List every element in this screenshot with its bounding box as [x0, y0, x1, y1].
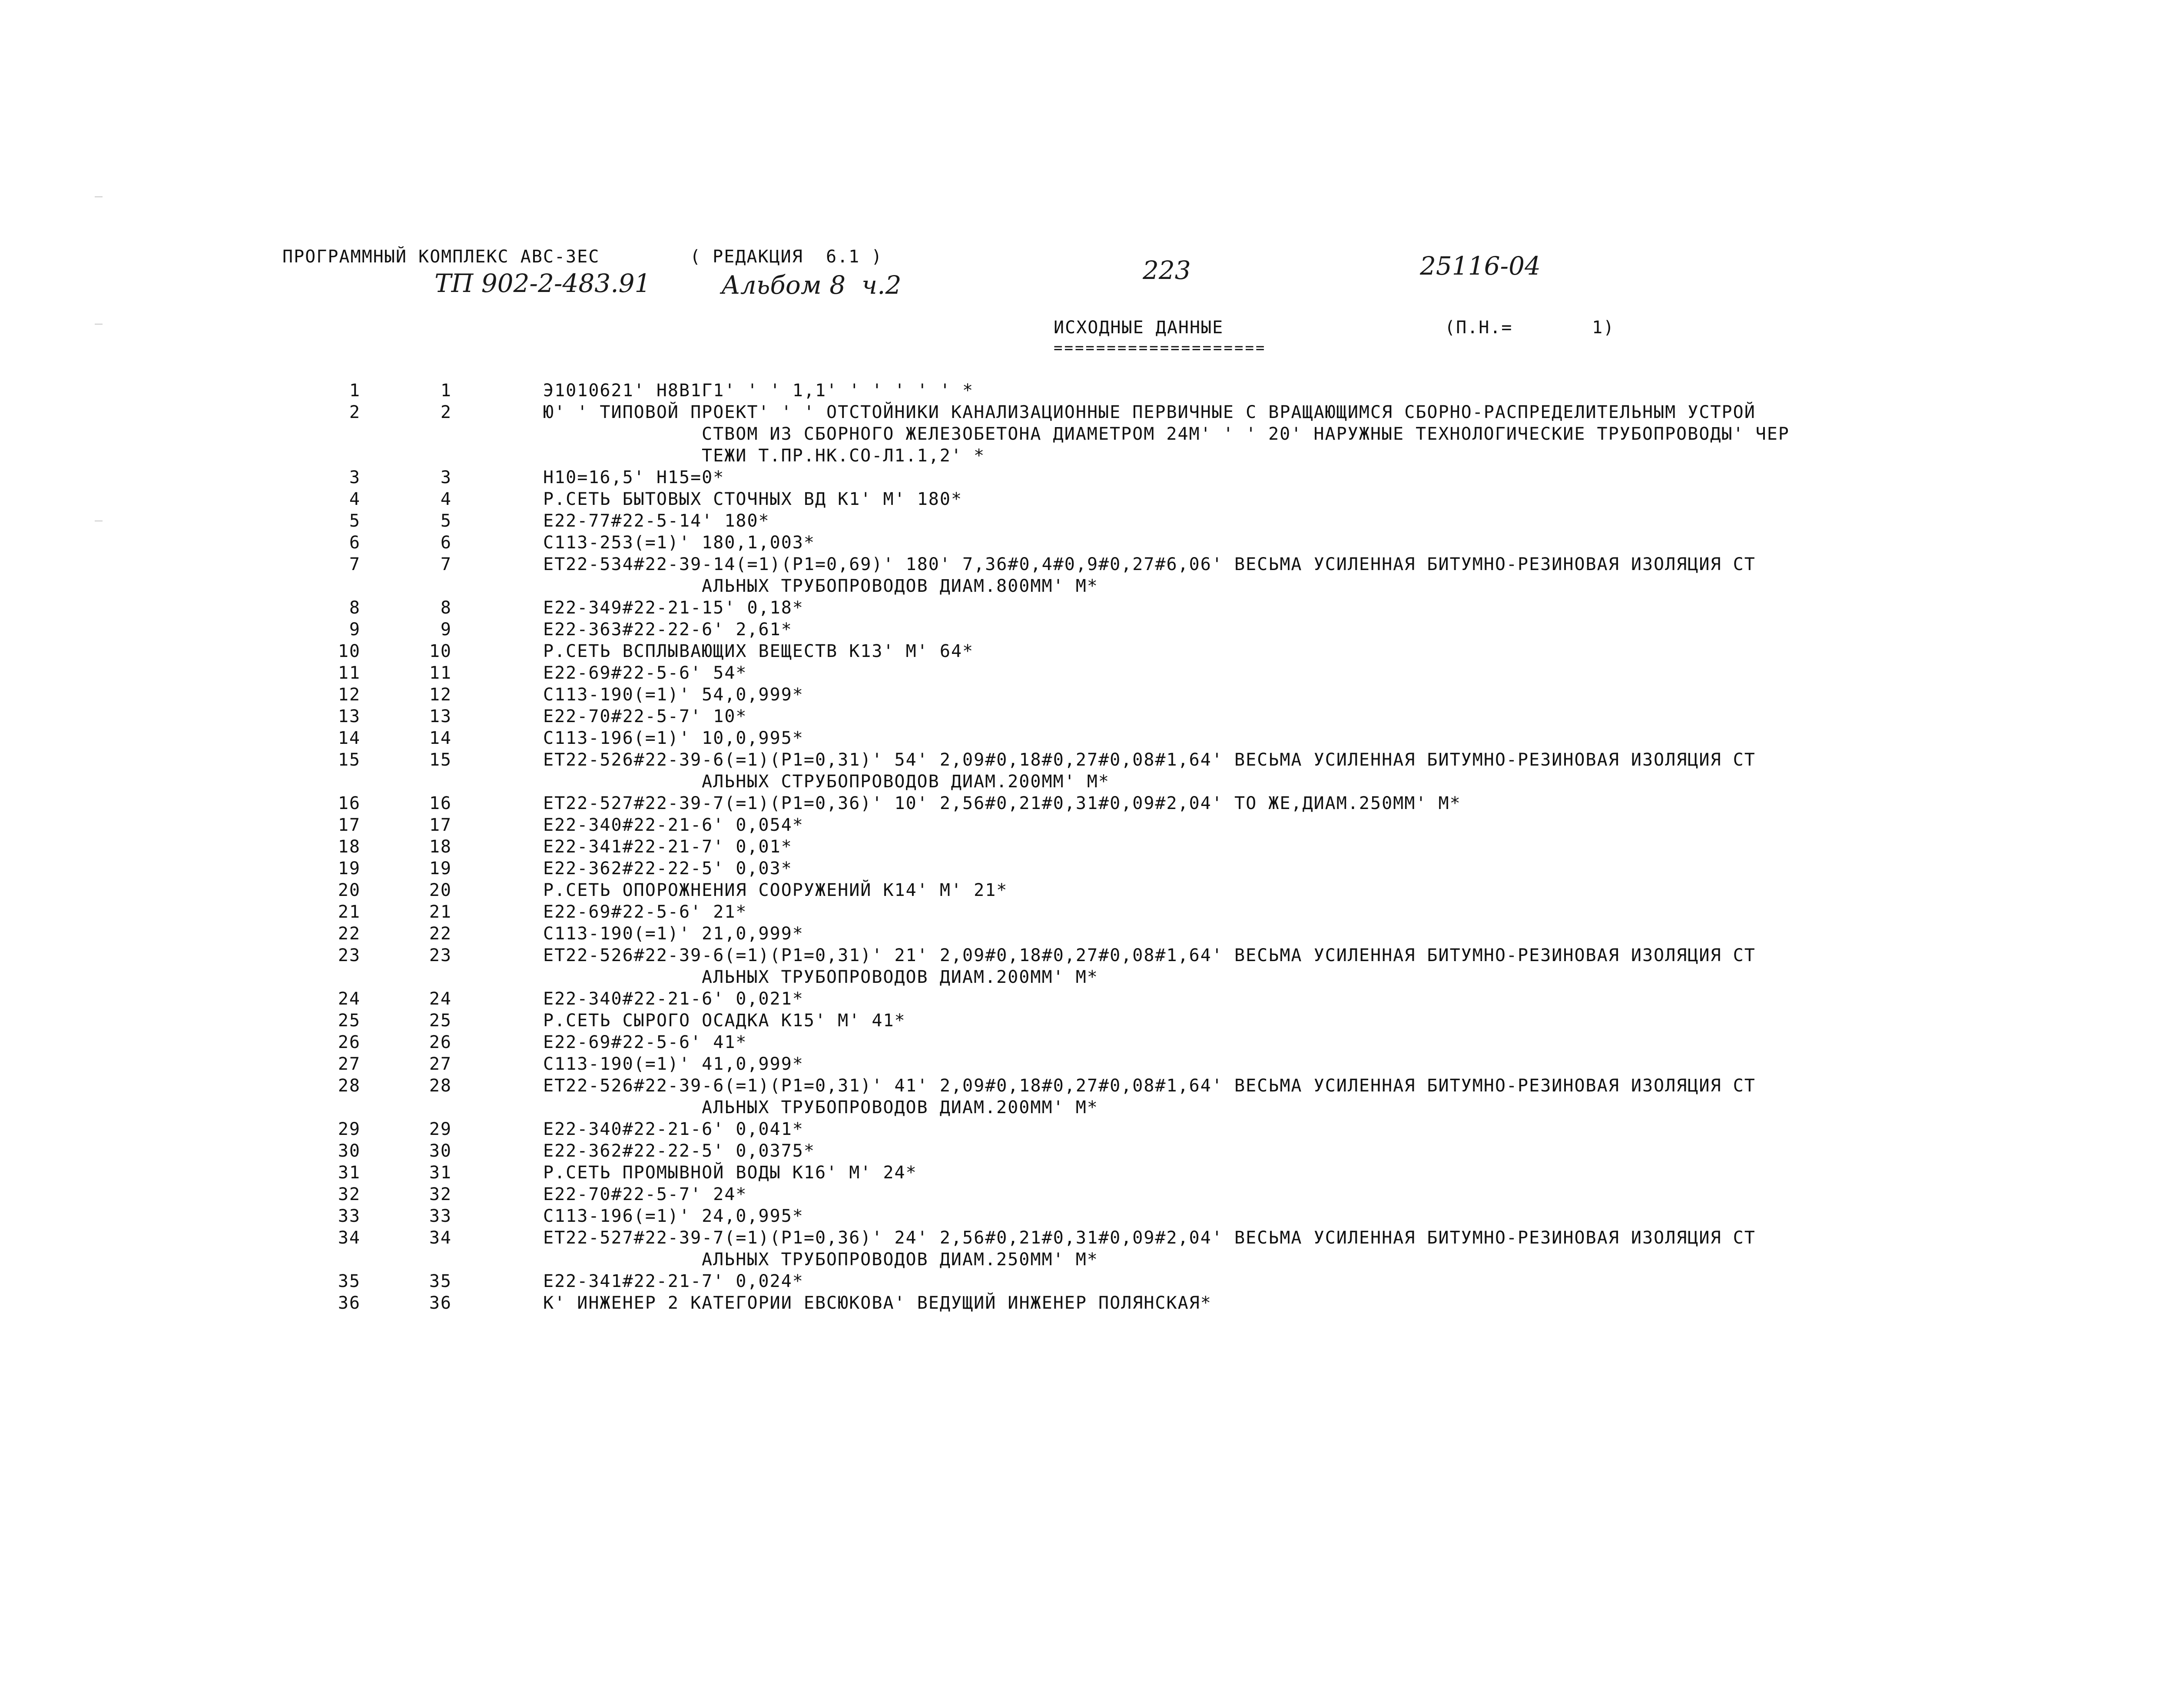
- record-number: 7: [440, 554, 452, 574]
- line-number: 34: [338, 1228, 361, 1248]
- record-text: ЕТ22-527#22-39-7(=1)(Р1=0,36)' 10' 2,56#0,21#0,31#0,09#2,04' ТО ЖЕ,ДИАМ.250ММ' М*: [543, 793, 1461, 813]
- line-number: 5: [349, 511, 361, 531]
- record-number: 33: [429, 1206, 452, 1226]
- record-number: 20: [429, 880, 452, 900]
- record-number: 1: [440, 381, 452, 401]
- record-text: АЛЬНЫХ ТРУБОПРОВОДОВ ДИАМ.200ММ' М*: [702, 967, 1098, 987]
- record-text: С113-253(=1)' 180,1,003*: [543, 533, 815, 553]
- line-number: 27: [338, 1054, 361, 1074]
- record-text: Р.СЕТЬ ОПОРОЖНЕНИЯ СООРУЖЕНИЙ К14' М' 21*: [543, 880, 1008, 900]
- record-text: Е22-77#22-5-14' 180*: [543, 511, 770, 531]
- sheet-number-handwritten: 223: [1143, 255, 1191, 285]
- record-text: Э1010621' Н8В1Г1' ' ' 1,1' ' ' ' ' ' *: [543, 381, 974, 401]
- record-text: СТВОМ ИЗ СБОРНОГО ЖЕЛЕЗОБЕТОНА ДИАМЕТРОМ 24М' ' ' 20' НАРУЖНЫЕ ТЕХНОЛОГИЧЕСКИЕ ТРУБОПРОВОДЫ' ЧЕР: [702, 424, 1790, 444]
- record-number: 3: [440, 468, 452, 488]
- record-number: 9: [440, 620, 452, 640]
- record-text: ЕТ22-526#22-39-6(=1)(Р1=0,31)' 54' 2,09#0,18#0,27#0,08#1,64' ВЕСЬМА УСИЛЕННАЯ БИТУМНО-РЕЗИНОВАЯ ИЗОЛЯЦИЯ СТ: [543, 750, 1756, 770]
- record-text: Е22-341#22-21-7' 0,01*: [543, 837, 793, 857]
- line-number: 18: [338, 837, 361, 857]
- record-number: 10: [429, 641, 452, 661]
- record-text: Е22-69#22-5-6' 21*: [543, 902, 747, 922]
- line-number: 24: [338, 989, 361, 1009]
- record-number: 32: [429, 1184, 452, 1204]
- record-number: 25: [429, 1011, 452, 1031]
- record-text: АЛЬНЫХ ТРУБОПРОВОДОВ ДИАМ.800ММ' М*: [702, 576, 1098, 596]
- record-text: С113-190(=1)' 41,0,999*: [543, 1054, 804, 1074]
- line-number: 30: [338, 1141, 361, 1161]
- record-text: С113-196(=1)' 24,0,995*: [543, 1206, 804, 1226]
- record-text: Е22-340#22-21-6' 0,054*: [543, 815, 804, 835]
- line-number: 31: [338, 1163, 361, 1183]
- record-number: 31: [429, 1163, 452, 1183]
- margin-mark: [95, 196, 103, 197]
- record-number: 13: [429, 706, 452, 726]
- record-text: Е22-69#22-5-6' 41*: [543, 1032, 747, 1052]
- line-number: 23: [338, 945, 361, 965]
- line-number: 2: [349, 402, 361, 422]
- record-text: ТЕЖИ Т.ПР.НК.СО-Л1.1,2' *: [702, 446, 985, 466]
- line-number: 1: [349, 381, 361, 401]
- line-number: 36: [338, 1293, 361, 1313]
- record-number: 11: [429, 663, 452, 683]
- record-text: Ю' ' ТИПОВОЙ ПРОЕКТ' ' ' ОТСТОЙНИКИ КАНАЛИЗАЦИОННЫЕ ПЕРВИЧНЫЕ С ВРАЩАЮЩИМСЯ СБОРНО-РАСПРЕДЕЛИТЕЛЬНЫМ УСТРОЙ: [543, 402, 1756, 422]
- record-text: С113-190(=1)' 21,0,999*: [543, 924, 804, 944]
- line-number: 15: [338, 750, 361, 770]
- record-text: Е22-340#22-21-6' 0,021*: [543, 989, 804, 1009]
- line-number: 3: [349, 468, 361, 488]
- record-number: 14: [429, 728, 452, 748]
- page-number-field: (П.Н.= 1): [1445, 318, 1615, 338]
- record-number: 4: [440, 489, 452, 509]
- record-text: ЕТ22-534#22-39-14(=1)(Р1=0,69)' 180' 7,36#0,4#0,9#0,27#6,06' ВЕСЬМА УСИЛЕННАЯ БИТУМНО-РЕЗИНОВАЯ ИЗОЛЯЦИЯ СТ: [543, 554, 1756, 574]
- project-code-handwritten: ТП 902-2-483.91: [434, 269, 651, 298]
- record-number: 2: [440, 402, 452, 422]
- line-number: 6: [349, 533, 361, 553]
- record-text: Е22-349#22-21-15' 0,18*: [543, 598, 804, 618]
- record-text: С113-190(=1)' 54,0,999*: [543, 685, 804, 705]
- line-number: 4: [349, 489, 361, 509]
- record-number: 5: [440, 511, 452, 531]
- record-number: 17: [429, 815, 452, 835]
- record-text: Е22-341#22-21-7' 0,024*: [543, 1271, 804, 1291]
- line-number: 7: [349, 554, 361, 574]
- margin-mark: [95, 324, 103, 325]
- record-text: Е22-340#22-21-6' 0,041*: [543, 1119, 804, 1139]
- record-text: ЕТ22-527#22-39-7(=1)(Р1=0,36)' 24' 2,56#0,21#0,31#0,09#2,04' ВЕСЬМА УСИЛЕННАЯ БИТУМНО-РЕЗИНОВАЯ ИЗОЛЯЦИЯ СТ: [543, 1228, 1756, 1248]
- record-number: 35: [429, 1271, 452, 1291]
- section-title: ИСХОДНЫЕ ДАННЫЕ: [1054, 318, 1224, 338]
- line-number: 20: [338, 880, 361, 900]
- record-text: АЛЬНЫХ ТРУБОПРОВОДОВ ДИАМ.200ММ' М*: [702, 1098, 1098, 1118]
- program-header: ПРОГРАММНЫЙ КОМПЛЕКС АВС-3ЕС: [282, 247, 600, 267]
- record-text: Р.СЕТЬ ВСПЛЫВАЮЩИХ ВЕЩЕСТВ К13' М' 64*: [543, 641, 974, 661]
- record-number: 36: [429, 1293, 452, 1313]
- line-number: 10: [338, 641, 361, 661]
- record-number: 18: [429, 837, 452, 857]
- record-number: 15: [429, 750, 452, 770]
- record-text: Е22-363#22-22-6' 2,61*: [543, 620, 793, 640]
- record-number: 23: [429, 945, 452, 965]
- line-number: 29: [338, 1119, 361, 1139]
- line-number: 16: [338, 793, 361, 813]
- record-text: С113-196(=1)' 10,0,995*: [543, 728, 804, 748]
- record-number: 26: [429, 1032, 452, 1052]
- line-number: 22: [338, 924, 361, 944]
- record-text: АЛЬНЫХ ТРУБОПРОВОДОВ ДИАМ.250ММ' М*: [702, 1250, 1098, 1270]
- record-number: 16: [429, 793, 452, 813]
- line-number: 9: [349, 620, 361, 640]
- record-text: Р.СЕТЬ БЫТОВЫХ СТОЧНЫХ ВД К1' М' 180*: [543, 489, 963, 509]
- section-underline: ====================: [1054, 339, 1267, 357]
- line-number: 14: [338, 728, 361, 748]
- record-text: Е22-69#22-5-6' 54*: [543, 663, 747, 683]
- line-number: 26: [338, 1032, 361, 1052]
- record-text: ЕТ22-526#22-39-6(=1)(Р1=0,31)' 41' 2,09#0,18#0,27#0,08#1,64' ВЕСЬМА УСИЛЕННАЯ БИТУМНО-РЕЗИНОВАЯ ИЗОЛЯЦИЯ СТ: [543, 1076, 1756, 1096]
- doc-number-handwritten: 25116-04: [1420, 251, 1541, 281]
- record-number: 34: [429, 1228, 452, 1248]
- record-number: 28: [429, 1076, 452, 1096]
- record-number: 8: [440, 598, 452, 618]
- line-number: 35: [338, 1271, 361, 1291]
- line-number: 19: [338, 859, 361, 879]
- line-number: 28: [338, 1076, 361, 1096]
- record-number: 24: [429, 989, 452, 1009]
- record-number: 27: [429, 1054, 452, 1074]
- line-number: 21: [338, 902, 361, 922]
- album-handwritten: Альбом 8 ч.2: [721, 270, 902, 300]
- record-text: Р.СЕТЬ ПРОМЫВНОЙ ВОДЫ К16' М' 24*: [543, 1163, 917, 1183]
- record-number: 30: [429, 1141, 452, 1161]
- record-text: Е22-362#22-22-5' 0,0375*: [543, 1141, 815, 1161]
- line-number: 33: [338, 1206, 361, 1226]
- record-text: Е22-362#22-22-5' 0,03*: [543, 859, 793, 879]
- line-number: 12: [338, 685, 361, 705]
- record-text: ЕТ22-526#22-39-6(=1)(Р1=0,31)' 21' 2,09#0,18#0,27#0,08#1,64' ВЕСЬМА УСИЛЕННАЯ БИТУМНО-РЕЗИНОВАЯ ИЗОЛЯЦИЯ СТ: [543, 945, 1756, 965]
- line-number: 13: [338, 706, 361, 726]
- record-text: Е22-70#22-5-7' 10*: [543, 706, 747, 726]
- record-text: К' ИНЖЕНЕР 2 КАТЕГОРИИ ЕВСЮКОВА' ВЕДУЩИЙ ИНЖЕНЕР ПОЛЯНСКАЯ*: [543, 1293, 1212, 1313]
- line-number: 25: [338, 1011, 361, 1031]
- line-number: 8: [349, 598, 361, 618]
- record-text: Р.СЕТЬ СЫРОГО ОСАДКА К15' М' 41*: [543, 1011, 906, 1031]
- record-number: 19: [429, 859, 452, 879]
- line-number: 11: [338, 663, 361, 683]
- record-number: 29: [429, 1119, 452, 1139]
- record-text: Е22-70#22-5-7' 24*: [543, 1184, 747, 1204]
- line-number: 32: [338, 1184, 361, 1204]
- record-text: Н10=16,5' Н15=0*: [543, 468, 725, 488]
- record-number: 6: [440, 533, 452, 553]
- record-number: 22: [429, 924, 452, 944]
- record-number: 12: [429, 685, 452, 705]
- record-text: АЛЬНЫХ СТРУБОПРОВОДОВ ДИАМ.200ММ' М*: [702, 772, 1110, 792]
- edition-label: ( РЕДАКЦИЯ 6.1 ): [690, 247, 883, 267]
- record-number: 21: [429, 902, 452, 922]
- line-number: 17: [338, 815, 361, 835]
